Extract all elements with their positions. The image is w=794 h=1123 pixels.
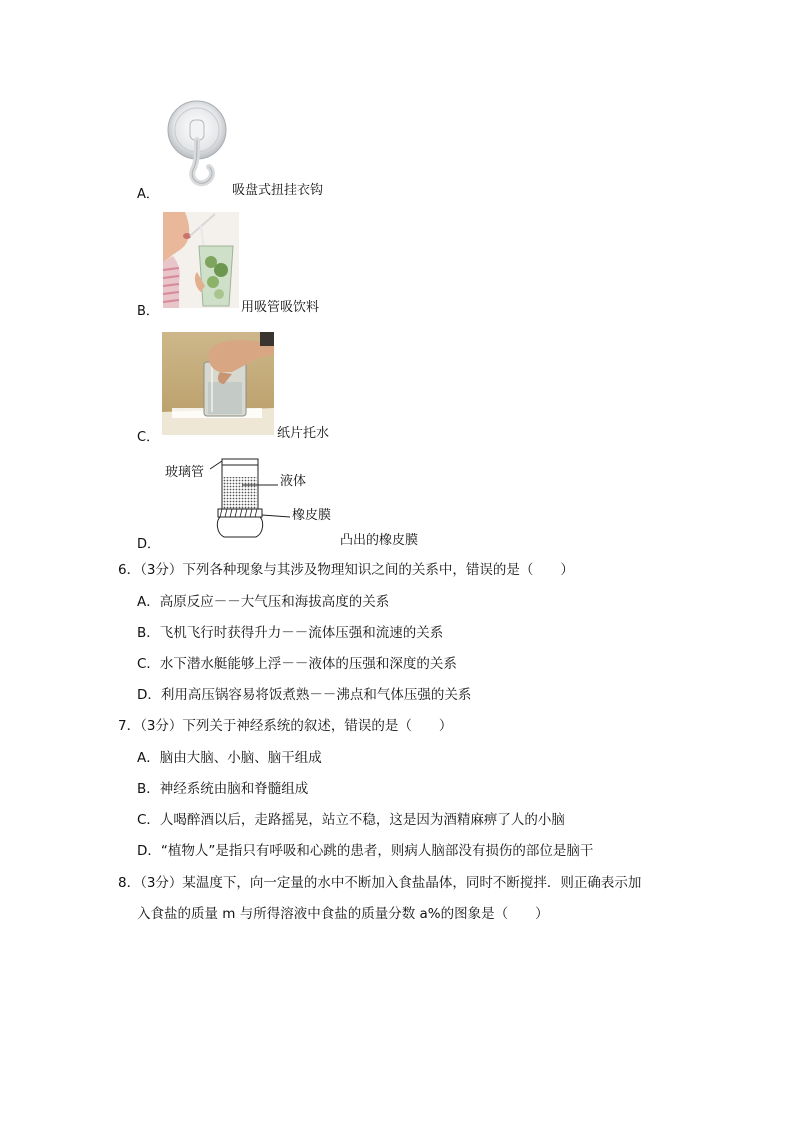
q8-stem-line2: 入食盐的质量 m 与所得溶液中食盐的质量分数 a%的图象是（ ） xyxy=(137,906,549,922)
q6-stem: 6．（3分）下列各种现象与其涉及物理知识之间的关系中，错误的是（ ） xyxy=(118,562,574,578)
q7-option-a: A．脑由大脑、小脑、脑干组成 xyxy=(137,750,322,766)
q6-option-b: B．飞机飞行时获得升力－－流体压强和流速的关系 xyxy=(137,625,444,641)
q7-option-b: B．神经系统由脑和脊髓组成 xyxy=(137,781,309,797)
option-d-letter: D． xyxy=(137,537,161,552)
q6-option-c: C．水下潜水艇能够上浮－－液体的压强和深度的关系 xyxy=(137,656,457,672)
q7-option-c: C．人喝醉酒以后，走路摇晃，站立不稳，这是因为酒精麻痹了人的小脑 xyxy=(137,812,565,828)
option-b-caption: 用吸管吸饮料 xyxy=(241,300,320,315)
option-c-caption: 纸片托水 xyxy=(277,426,330,441)
q7-stem: 7．（3分）下列关于神经系统的叙述，错误的是（ ） xyxy=(118,718,453,734)
diagram-label-liquid: 液体 xyxy=(280,474,307,489)
diagram-label-glass-tube: 玻璃管 xyxy=(165,465,205,480)
option-a-caption: 吸盘式扭挂衣钩 xyxy=(232,183,324,198)
q6-option-a: A．高原反应－－大气压和海拔高度的关系 xyxy=(137,594,390,610)
option-a-letter: A． xyxy=(137,187,159,202)
suction-hook-photo xyxy=(163,100,231,192)
diagram-label-membrane: 橡皮膜 xyxy=(292,508,332,523)
option-c-letter: C． xyxy=(137,430,160,445)
option-b-letter: B． xyxy=(137,304,159,319)
q7-option-d: D．“植物人”是指只有呼吸和心跳的患者，则病人脑部没有损伤的部位是脑干 xyxy=(137,843,594,859)
drinking-straw-photo xyxy=(163,212,239,308)
q6-option-d: D．利用高压锅容易将饭煮熟－－沸点和气体压强的关系 xyxy=(137,687,472,703)
option-d-caption: 凸出的橡皮膜 xyxy=(340,533,419,548)
paper-holds-water-photo xyxy=(162,332,274,435)
q8-stem-line1: 8．（3分）某温度下，向一定量的水中不断加入食盐晶体，同时不断搅拌．则正确表示加 xyxy=(118,875,642,891)
